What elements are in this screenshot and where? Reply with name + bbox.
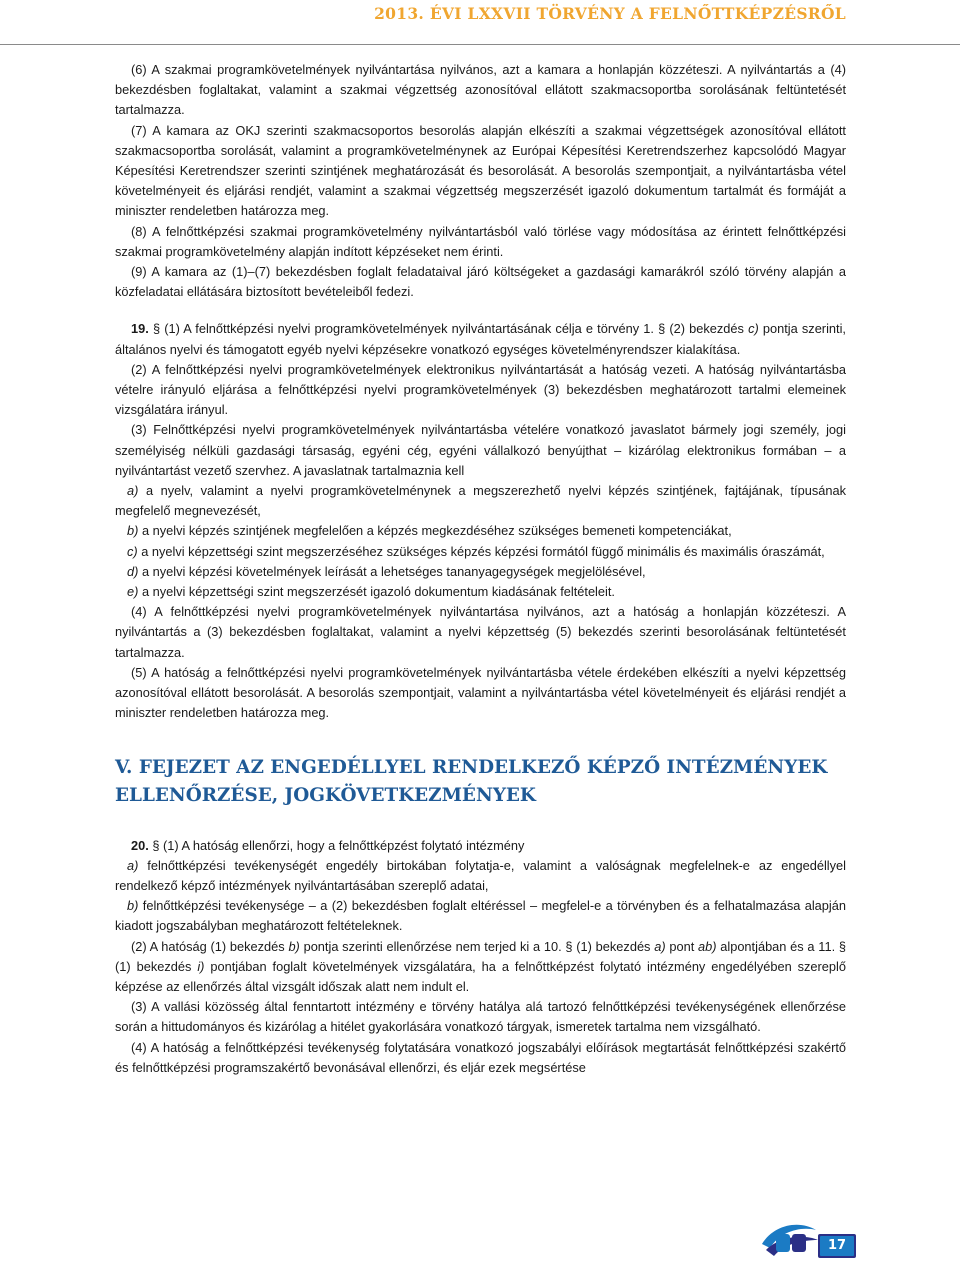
list-item-e: e) a nyelvi képzettségi szint megszerzését igazoló dokumentum kiadásának feltételeit. (127, 584, 615, 600)
section-sign: § (152, 321, 161, 337)
page-number: 17 (827, 1238, 847, 1253)
list-marker: c) (127, 543, 138, 559)
point-reference: c) (748, 321, 759, 337)
section-19-paragraph-2: (2) A felnőttképzési nyelvi programkövetelmények elektronikus nyilvántartását a hatóság vezeti. A hatóság nyilvántartásba vételre irányuló eljárása a felnőttképzési nyelvi programkövetelmények (3) bekezdésben meghatározott tartalmi elemeinek vizsgálatára irányul. (115, 361, 846, 418)
paragraph-18-6: (6) A szakmai programkövetelmények nyilvántartása nyilvános, azt a kamara a honlapján közzéteszi. A nyilvántartás a (4) bekezdésben foglaltakat, valamint a szakmai végzettség azonosítóval ellátott szakmacsoportba sorolásának feltüntetését tartalmazza. (115, 62, 846, 118)
section-sign: § (152, 837, 160, 853)
list-item-a: a) felnőttképzési tevékenységét engedély birtokában folytatja-e, valamint a valóságnak megfelelnek-e az engedéllyel rendelkező képző intézmények nyilvántartásában szereplő adatai, (115, 857, 846, 893)
section-sign: § (565, 938, 573, 954)
section-20-paragraph-3: (3) A vallási közösség által fenntartott intézmény e törvény hatálya alá tartozó felnőttképzési tevékenységének ellenőrzése során a hittudományos és kizárólag a hitélet gyakorlására vonatkozó tárgyak, ismeretek tartalma nem vizsgálható. (115, 999, 846, 1035)
page-header (0, 0, 960, 48)
chapter-heading-line-1: V. FEJEZET AZ ENGEDÉLLYEL RENDELKEZŐ KÉPZŐ INTÉZMÉNYEK (115, 756, 828, 778)
document-body (115, 60, 846, 1078)
list-item-a: a) a nyelv, valamint a nyelvi programkövetelménynek a megszerezhető nyelvi képzés szintjének, fajtájának, típusának megfelelő megnevezését, (115, 483, 846, 519)
chapter-heading (115, 754, 846, 810)
section-sign: § (838, 938, 846, 954)
list-marker: a) (127, 857, 139, 873)
list-marker: b) (127, 523, 139, 539)
paragraph-18-8: (8) A felnőttképzési szakmai programkövetelmény nyilvántartásból való törlése vagy módosítása az érintett felnőttképzési szakmai programkövetelmény alapján indított képzéseket nem érinti. (115, 223, 846, 259)
chapter-heading-line-2: ELLENŐRZÉSE, JOGKÖVETKEZMÉNYEK (115, 784, 536, 806)
section-19-paragraph-4: (4) A felnőttképzési nyelvi programkövetelmények nyilvántartása nyilvános, azt a hatóság a honlapján közzéteszi. A nyilvántartás a (3) bekezdésben foglaltakat, valamint a nyelvi képzettség (5) bekezdés szerinti besorolásának feltüntetését tartalmazza. (115, 604, 846, 660)
running-header-title: 2013. ÉVI LXXVII TÖRVÉNY A FELNŐTTKÉPZÉSRŐL (374, 4, 846, 23)
list-marker: a) (127, 483, 139, 499)
section-20-number: 20. (131, 837, 149, 853)
list-marker: b) (127, 898, 139, 914)
paragraph-18-7: (7) A kamara az OKJ szerinti szakmacsoportos besorolás alapján elkészíti a szakmai végzettségek azonosítóval ellátott szakmacsoportba sorolását, valamint a programkövetelménynek az Európai Képesítési Keretrendszerhez kapcsolódó Magyar Képesítési Keretrendszer szerinti szintjének meghatározását és besorolását. A besorolás szempontjait, a nyilvántartásba vétel követelményeit és eljárási rendjét, valamint a szakmai végzettség megszerzését igazoló dokumentum tartalmát és formáját a miniszter rendeletben határozza meg. (115, 122, 846, 219)
section-19-paragraph-3: (3) Felnőttképzési nyelvi programkövetelmények nyilvántartásba vételére vonatkozó javaslatot bármely jogi személy, jogi személyiség nélküli gazdasági társaság, egyéni cég, egyéni vállalkozó benyújthat – kizárólag elektronikus formában – a nyilvántartást vezető szervhez. A javaslatnak tartalmaznia kell (115, 422, 846, 478)
list-marker: e) (127, 584, 139, 600)
list-marker: d) (127, 563, 139, 579)
list-item-b: b) felnőttképzési tevékenysége – a (2) bekezdésben foglalt eltéréssel – megfelel-e a törvényben és a felhatalmazása alapján kiadott jogszabályban meghatározott feltételeknek. (115, 898, 846, 934)
header-divider (0, 44, 960, 45)
section-20-paragraph-1: 20. § (1) A hatóság ellenőrzi, hogy a felnőttképzést folytató intézmény (131, 837, 525, 853)
paragraph-18-9: (9) A kamara az (1)–(7) bekezdésben foglalt feladataival járó költségeket a gazdasági kamarákról szóló törvény alapján a közfeladatai ellátására biztosított bevételeiből fedezi. (115, 264, 846, 300)
section-20-paragraph-2: (2) A hatóság (1) bekezdés b) pontja szerinti ellenőrzése nem terjed ki a 10. § (1) bekezdés a) pont ab) alpontjában és a 11. § (1) bekezdés i) pontjában foglalt követelmények vizsgálatára, ha a felnőttképzést folytató intézmény engedélyében szereplő képzése az ellenőrzés által vizsgált időszak alatt nem indult el. (115, 938, 846, 994)
list-item-c: c) a nyelvi képzettségi szint megszerzéséhez szükséges képzés képzési formától függő minimális és maximális óraszámát, (127, 543, 825, 559)
section-19-paragraph-5: (5) A hatóság a felnőttképzési nyelvi programkövetelmények nyilvántartásba vétele érdekében elkészíti a nyelvi képzettség azonosítóval ellátott besorolását. A besorolás szempontjait, valamint a nyilvántartásba vétel követelményeit és eljárási rendjét a miniszter rendeletben határozza meg. (115, 664, 846, 721)
section-20-paragraph-4: (4) A hatóság a felnőttképzési tevékenység folytatására vonatkozó jogszabályi előírások megtartását felnőttképzési szakértő és felnőttképzési programszakértő bevonásával ellenőrzi, és eljár ezek megsértése (115, 1039, 846, 1075)
list-item-b: b) a nyelvi képzés szintjének megfelelően a képzés megkezdéséhez szükséges bemeneti kompetenciákat, (127, 523, 732, 539)
list-item-d: d) a nyelvi képzési követelmények leírását a lehetséges tananyagegységek megjelölésével, (127, 563, 646, 579)
section-19-number: 19. (131, 321, 149, 337)
section-sign: § (658, 321, 666, 337)
section-19-paragraph-1: 19. § (1) A felnőttképzési nyelvi programkövetelmények nyilvántartásának célja e törvény 1. § (2) bekezdés c) pontja szerinti, általános nyelvi és támogatott egyéb nyelvi képzésekre vonatkozó egységes követelményrendszer kialakítása. (115, 321, 846, 357)
